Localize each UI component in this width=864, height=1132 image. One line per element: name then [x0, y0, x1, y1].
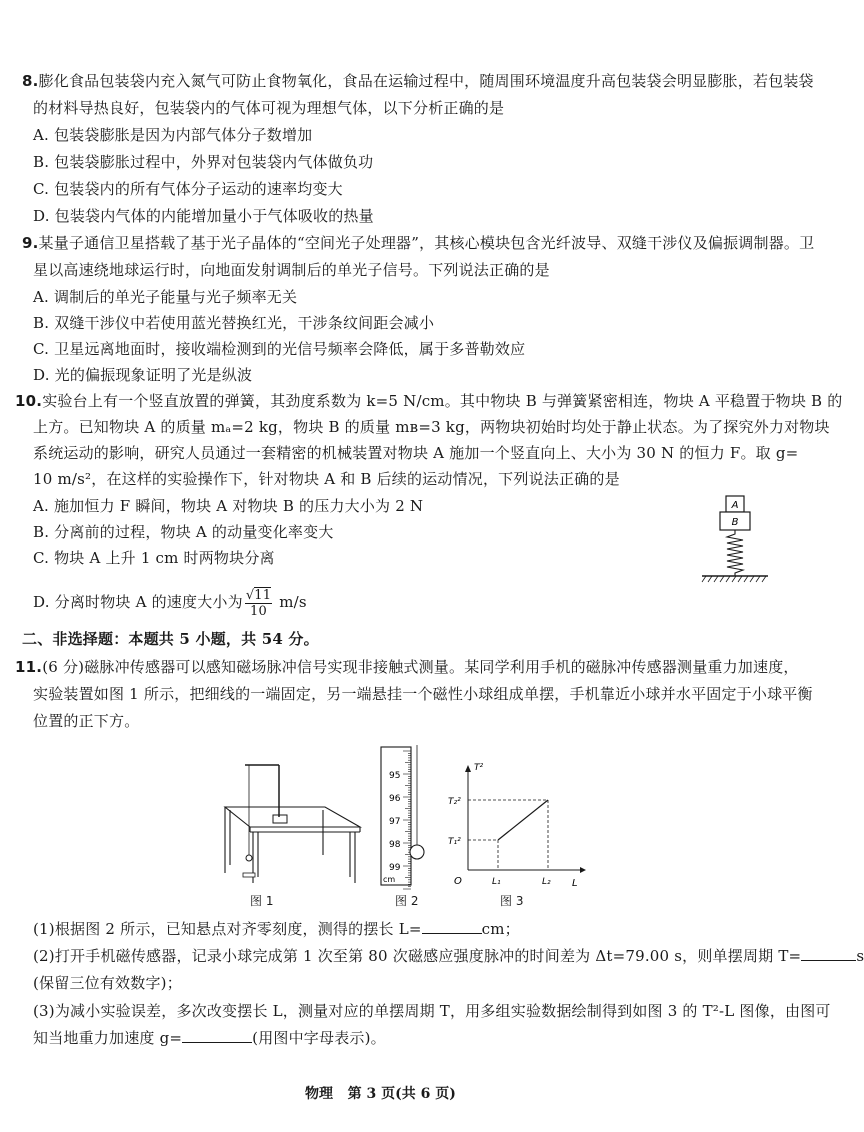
q11-stem-line3: 位置的正下方。	[33, 712, 140, 730]
q11-stem-line2: 实验装置如图 1 所示，把细线的一端固定，另一端悬挂一个磁性小球组成单摆，手机靠近小球并水平固定于小球平衡	[33, 685, 813, 703]
q11-part-2-note: (保留三位有效数字)；	[33, 974, 182, 992]
q9-stem-line1: 9.某量子通信卫星搭载了基于光子晶体的“空间光子处理器”，其核心模块包含光纤波导、双缝干涉仪及偏振调制器。卫	[22, 234, 815, 252]
q11-part-1: (1)根据图 2 所示，已知悬点对齐零刻度，测得的摆长 L= cm；	[33, 920, 520, 938]
q10-option-d-fraction: $\frac{√11}{10}$	[245, 587, 272, 619]
q8-option-b: B. 包装袋膨胀过程中，外界对包装袋内气体做负功	[33, 153, 374, 171]
block-a-label: A	[731, 500, 739, 511]
block-b-label: B	[731, 517, 739, 528]
answer-blank-1[interactable]	[422, 919, 482, 934]
answer-blank-2[interactable]	[801, 946, 856, 961]
ruler-label-97: 97	[389, 817, 401, 827]
q8-option-c: C. 包装袋内的所有气体分子运动的速率均变大	[33, 180, 343, 198]
table-top	[225, 807, 360, 827]
q9-option-c: C. 卫星远离地面时，接收端检测到的光信号频率会降低，属于多普勒效应	[33, 340, 526, 358]
answer-blank-3[interactable]	[182, 1028, 252, 1043]
ruler-label-95: 95	[389, 771, 401, 781]
q9-stem-line2: 星以高速绕地球运行时，向地面发射调制后的单光子信号。下列说法正确的是	[33, 261, 550, 279]
q11-part-3-line2: 知当地重力加速度 g= (用图中字母表示)。	[33, 1029, 386, 1047]
pendulum-ball-2	[410, 845, 424, 859]
q10-number: 10.	[15, 392, 43, 410]
q9-option-a: A. 调制后的单光子能量与光子频率无关	[33, 288, 298, 306]
ruler-unit: cm	[383, 875, 396, 884]
figure-2-ruler	[375, 745, 430, 890]
page-footer	[305, 1083, 456, 1103]
q8-stem-line2: 的材料导热良好，包装袋内的气体可视为理想气体，以下分析正确的是	[33, 99, 505, 117]
q9-number: 9.	[22, 234, 39, 252]
footer-page: 第 3 页(共 6 页)	[347, 1086, 456, 1102]
q8-option-d: D. 包装袋内气体的内能增加量小于气体吸收的热量	[33, 207, 374, 225]
q10-option-a: A. 施加恒力 F 瞬间，物块 A 对物块 B 的压力大小为 2 N	[33, 497, 424, 515]
q10-stem-line3: 系统运动的影响，研究人员通过一套精密的机械装置对物块 A 施加一个竖直向上、大小为 30 N 的恒力 F。取 g=	[33, 444, 799, 462]
ruler-label-99: 99	[389, 863, 401, 873]
figure-3-graph	[440, 760, 590, 890]
q9-option-b: B. 双缝干涉仪中若使用蓝光替换红光，干涉条纹间距会减小	[33, 314, 435, 332]
q10-option-c: C. 物块 A 上升 1 cm 时两物块分离	[33, 549, 275, 567]
figure-3-caption: 图 3	[500, 894, 524, 908]
spring-blocks-figure	[696, 490, 776, 590]
y-axis-label: T²	[474, 763, 484, 773]
q10-stem-line1: 10.实验台上有一个竖直放置的弹簧，其劲度系数为 k=5 N/cm。其中物块 B 与弹簧紧密相连，物块 A 平稳置于物块 B 的	[15, 392, 843, 410]
q10-option-d: D. 分离时物块 A 的速度大小为 $\frac{√11}{10}$ m/s	[33, 587, 307, 619]
q9-option-d: D. 光的偏振现象证明了光是纵波	[33, 366, 253, 384]
q10-option-b: B. 分离前的过程，物块 A 的动量变化率变大	[33, 523, 334, 541]
footer-subject: 物理	[305, 1086, 333, 1102]
spring	[727, 530, 743, 576]
l2-label: L₂	[542, 877, 551, 887]
pendulum-ball	[246, 855, 252, 861]
t2-label: T₂²	[448, 797, 461, 807]
ruler-label-98: 98	[389, 840, 401, 850]
q11-part-2: (2)打开手机磁传感器，记录小球完成第 1 次至第 80 次磁感应强度脉冲的时间差为 Δt=79.00 s，则单摆周期 T= s	[33, 947, 864, 965]
origin-label: O	[454, 876, 462, 887]
x-axis-label: L	[572, 878, 578, 889]
q8-stem-line1: 8.膨化食品包装袋内充入氮气可防止食物氧化，食品在运输过程中，随周围环境温度升高包装袋会明显膨胀，若包装袋	[22, 72, 814, 90]
q8-option-a: A. 包装袋膨胀是因为内部气体分子数增加	[33, 126, 313, 144]
figure-1-pendulum-setup	[215, 755, 365, 890]
data-line	[498, 800, 548, 840]
ruler-label-96: 96	[389, 794, 401, 804]
q11-stem-line1: 11.(6 分)磁脉冲传感器可以感知磁场脉冲信号实现非接触式测量。某同学利用手机的磁脉冲传感器测量重力加速度，	[15, 658, 799, 676]
q10-stem-line4: 10 m/s²，在这样的实验操作下，针对物块 A 和 B 后续的运动情况，下列说法正确的是	[33, 470, 620, 488]
stand-base	[273, 815, 287, 823]
l1-label: L₁	[492, 877, 501, 887]
ground-hatch	[702, 576, 766, 582]
phone	[243, 873, 255, 877]
q11-part-3-line1: (3)为减小实验误差，多次改变摆长 L，测量对应的单摆周期 T，用多组实验数据绘制得到如图 3 的 T²-L 图像，由图可	[33, 1002, 831, 1020]
q10-stem-line2: 上方。已知物块 A 的质量 mₐ=2 kg，物块 B 的质量 mʙ=3 kg，两物块初始时均处于静止状态。为了探究外力对物块	[33, 418, 830, 436]
q11-number: 11.	[15, 658, 43, 676]
q8-number: 8.	[22, 72, 39, 90]
figure-1-caption: 图 1	[250, 894, 274, 908]
figure-2-caption: 图 2	[395, 894, 419, 908]
section-2-title: 二、非选择题：本题共 5 小题，共 54 分。	[22, 630, 319, 648]
t1-label: T₁²	[448, 837, 461, 847]
